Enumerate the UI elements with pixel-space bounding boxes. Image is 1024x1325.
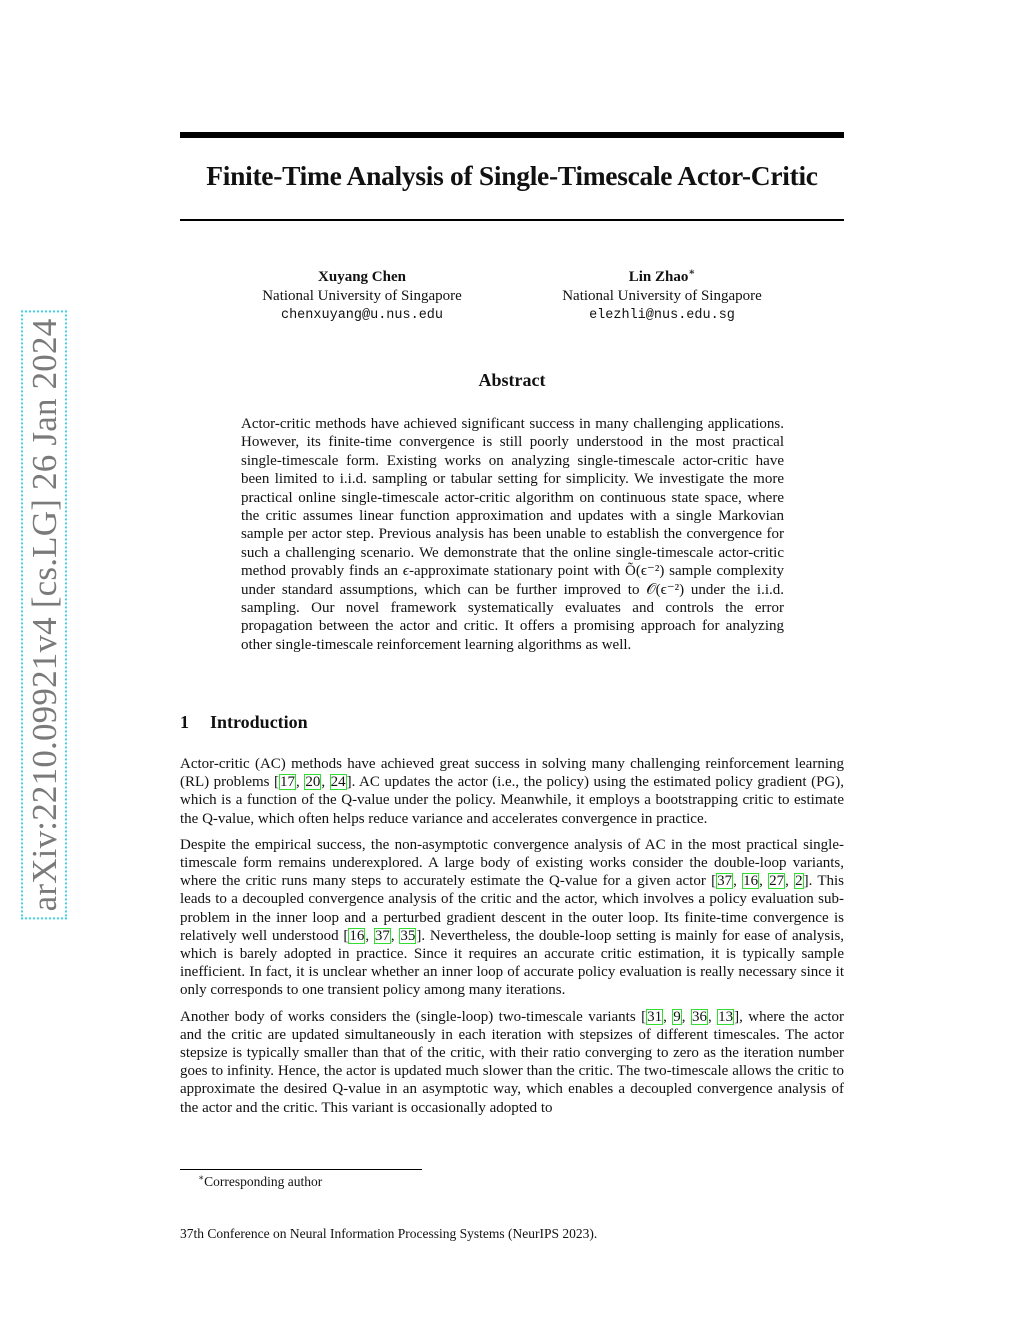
body-text: Actor-critic (AC) methods have achieved great success in solving many challenging reinforcement learning (RL) problems [ [180,756,844,791]
abstract-text: sample complexity under standard assumptions, which can be further improved to [241,563,784,598]
author-email[interactable]: elezhli@nus.edu.sg [589,308,735,323]
arxiv-stamp-text[interactable]: arXiv:2210.09921v4 [cs.LG] 26 Jan 2024 [21,311,67,920]
citation-link[interactable]: 31 [647,1008,663,1025]
citation-link[interactable]: 36 [691,1008,707,1025]
body-text: ]. AC updates the actor (i.e., the policy) using the estimated policy gradient (PG), which is a function of the Q-value under the policy. Meanwhile, it employs a bootstrapping critic to estimate the Q-value, which often helps reduce variance and accelerates convergence in practice. [180,774,845,827]
author-name [212,268,512,287]
author-name-text: Xuyang Chen [318,269,406,285]
paper-title: Finite-Time Analysis of Single-Timescale Actor-Critic [206,160,818,191]
body-text: ], where the actor and the critic are updated simultaneously in each iteration with stepsizes of different timescales. The actor stepsize is typically smaller than that of the critic, with their ratio converging to zero as the iteration number goes to infinity. Hence, the actor is updated much slower than the critic. The two-timescale allows the critic to approximate the desired Q-value in an asymptotic way, which enables a decoupled convergence analysis of the actor and the critic. This variant is occasionally adopted to [180,1008,845,1116]
abstract-text: Actor-critic methods have achieved significant success in many challenging applications. However, its finite-time convergence is still poorly understood in the most practical single-timescale form. Existing works on analyzing single-timescale actor-critic have been limited to i.i.d. sampling or tabular setting for simplicity. We investigate the more practical online single-timescale actor-critic algorithm on continuous state space, where the critic assumes linear function approximation and updates with a single Markovian sample per actor step. Previous analysis has been unable to establish the convergence for such a challenging scenario. We demonstrate that the online single-timescale actor-critic method provably finds an [241,416,784,580]
math-epsilon: ϵ [402,563,409,580]
author-affiliation: National University of Singapore [562,288,762,304]
title-bottom-rule [180,219,844,221]
abstract-heading: Abstract [478,370,546,390]
author-email[interactable]: chenxuyang@u.nus.edu [280,308,444,323]
citation-link[interactable]: 16 [349,927,365,944]
citation-link[interactable]: 27 [769,873,785,890]
citation-link[interactable]: 13 [718,1008,734,1025]
citation-link[interactable]: 35 [400,927,416,944]
intro-paragraph-3: Another body of works considers the (single-loop) two-timescale variants [31, 9, 36, 13], where the actor and the critic are updated simultaneously in each iteration with stepsizes of different timescales. The actor stepsize is typically smaller than that of the critic, with their ratio converging to zero as the iteration number goes to infinity. Hence, the actor is updated much slower than the critic. The two-timescale allows the critic to approximate the desired Q-value in an asymptotic way, which enables a decoupled convergence analysis of the actor and the critic. This variant is occasionally adopted to [180,1008,845,1116]
body-text: Another body of works considers the (single-loop) two-timescale variants [ [180,1008,647,1025]
corresponding-author-mark[interactable]: ∗ [688,267,696,278]
footnote-text: Corresponding author [204,1174,323,1189]
citation-link[interactable]: 2 [795,873,803,890]
author-name-text: Lin Zhao [628,269,689,285]
citation-link[interactable]: 37 [717,873,733,890]
intro-paragraph-1: Actor-critic (AC) methods have achieved great success in solving many challenging reinforcement learning (RL) problems [17, 20, 24]. AC updates the actor (i.e., the policy) using the estimated policy gradient (PG), which is a function of the Q-value under the policy. Meanwhile, it employs a bootstrapping critic to estimate the Q-value, which often helps reduce variance and accelerates convergence in practice. [180,756,845,827]
author-block-2 [512,268,812,325]
citation-link[interactable]: 16 [743,873,759,890]
section-title: Introduction [210,712,308,732]
citation-link[interactable]: 17 [280,774,296,791]
intro-paragraph-2: Despite the empirical success, the non-asymptotic convergence analysis of AC in the most practical single-timescale form remains underexplored. A large body of existing works consider the double-loop variants, where the critic runs many steps to accurately estimate the Q-value for a given actor [37, 16, 27, 2]. This leads to a decoupled convergence analysis of the critic and the actor, which involves a policy evaluation sub-problem in the inner loop and a perturbed gradient descent in the outer loop. Its finite-time convergence is relatively well understood [16, 37, 35]. Nevertheless, the double-loop setting is mainly for ease of analysis, which is barely adopted in practice. Since it requires an accurate critic estimation, it is typically sample inefficient. In fact, it is unclear whether an inner loop of accurate policy evaluation is really necessary since it only corresponds to one transient policy among many iterations. [180,836,845,999]
title-top-rule [180,132,844,138]
footnote [198,1174,322,1190]
author-block-1 [212,268,512,325]
citation-link[interactable]: 20 [305,774,321,791]
introduction-body [180,755,844,1125]
citation-link[interactable]: 9 [673,1008,681,1025]
footnote-rule [180,1169,422,1170]
body-text: ]. Nevertheless, the double-loop setting is mainly for ease of analysis, which is barely adopted in practice. Since it requires an accurate critic estimation, it is typically sample inefficient. In fact, it is unclear whether an inner loop of accurate policy evaluation is really necessary since it only corresponds to one transient policy among many iterations. [180,927,845,999]
author-name [512,268,812,287]
citation-link[interactable]: 37 [374,927,390,944]
venue-note: 37th Conference on Neural Information Processing Systems (NeurIPS 2023). [180,1226,598,1241]
body-text: ]. This leads to a decoupled convergence analysis of the critic and the actor, which involves a policy evaluation sub-problem in the inner loop and a perturbed gradient descent in the outer loop. Its finite-time convergence is relatively well understood [ [180,873,845,944]
footnote-mark: ∗ [198,1172,205,1183]
author-affiliation: National University of Singapore [262,288,462,304]
body-text: Despite the empirical success, the non-asymptotic convergence analysis of AC in the most practical single-timescale form remains underexplored. A large body of existing works consider the double-loop variants, where the critic runs many steps to accurately estimate the Q-value for a given actor [ [180,836,844,890]
abstract-text: under the i.i.d. sampling. Our novel framework systematically evaluates and controls the error propagation between the actor and critic. It offers a promising approach for analyzing other single-timescale reinforcement learning algorithms as well. [241,581,784,653]
math-complexity: 𝒪(ϵ⁻²) [646,581,685,598]
citation-link[interactable]: 24 [330,774,346,791]
abstract-paragraph [241,415,784,654]
section-heading [180,712,308,733]
abstract-text: -approximate stationary point with [408,563,621,580]
abstract-body [241,415,784,654]
math-complexity-tilde: Õ(ϵ⁻²) [625,563,665,580]
section-number: 1 [180,712,189,732]
